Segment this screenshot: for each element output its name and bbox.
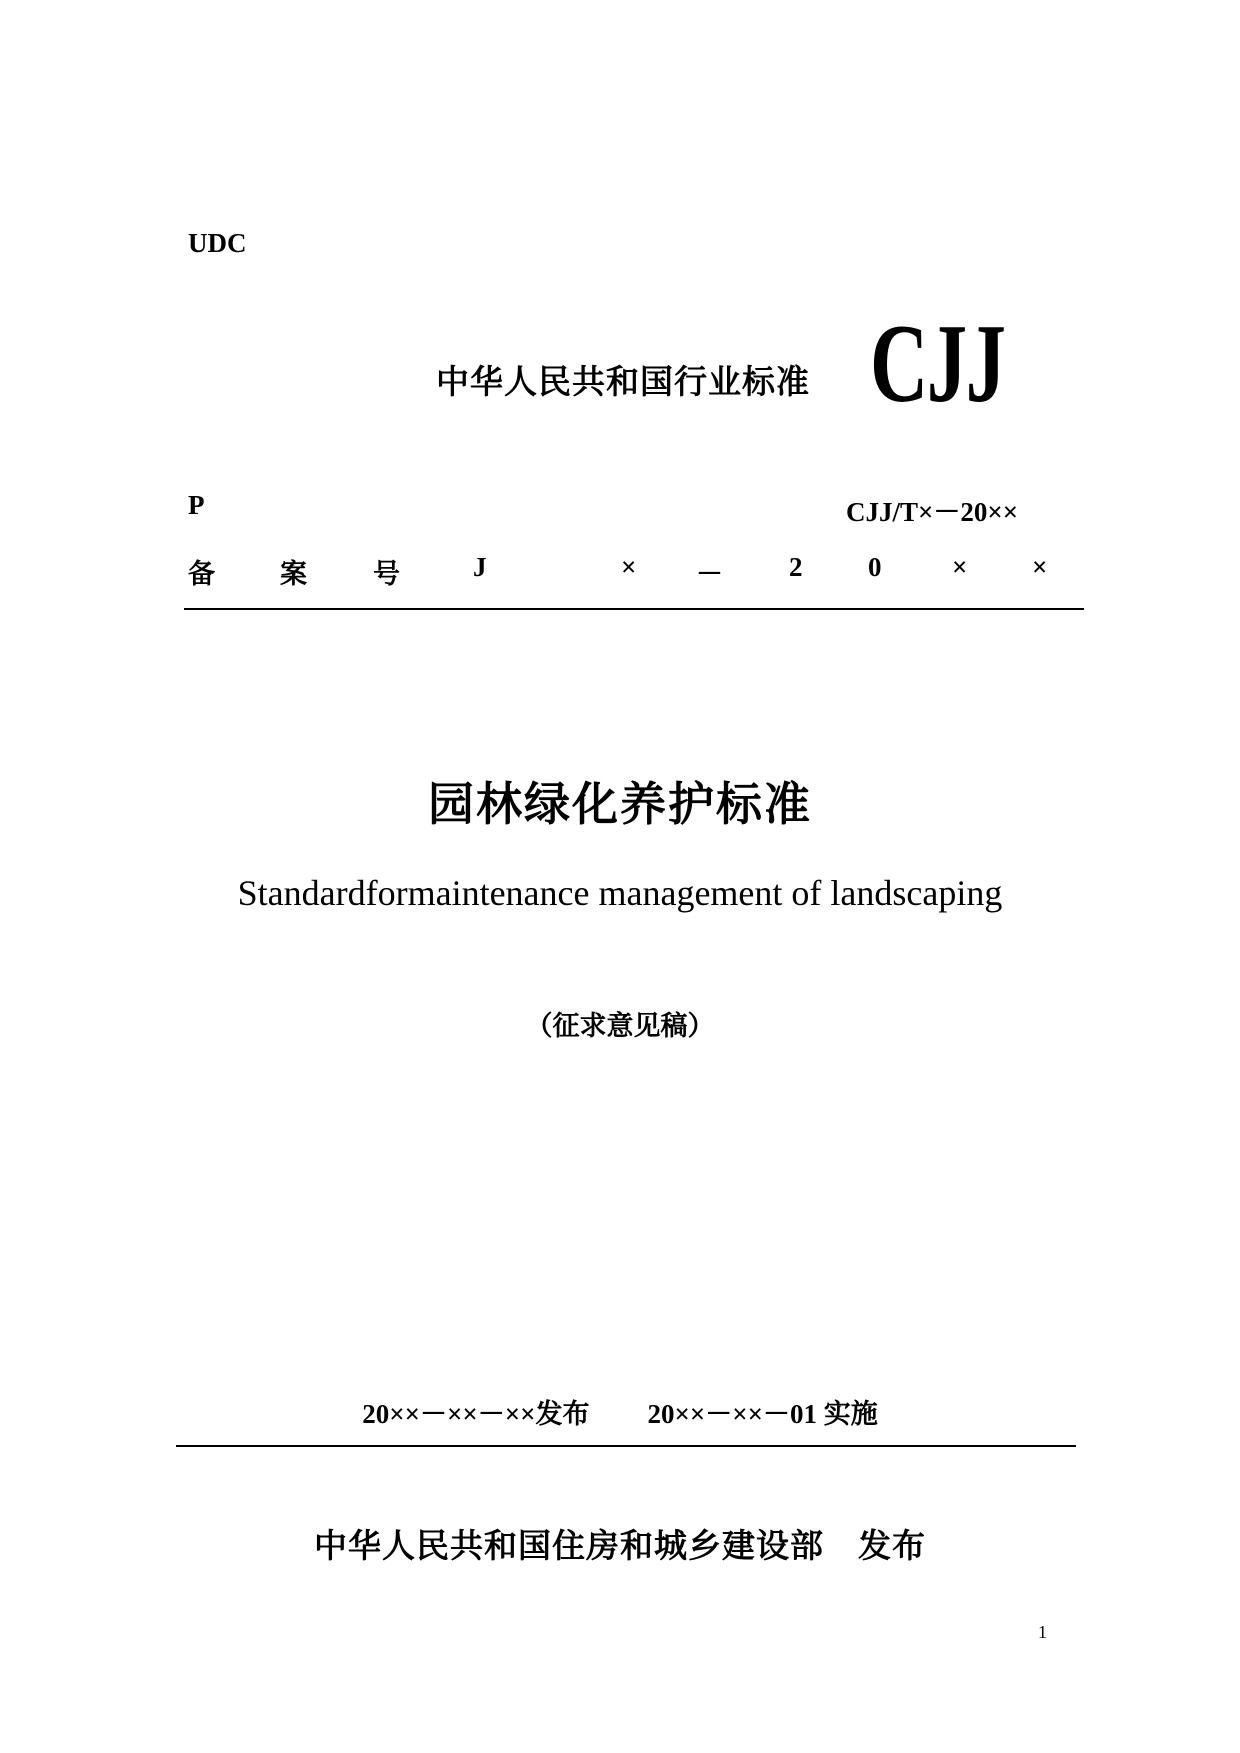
- page-number: 1: [1038, 1622, 1047, 1642]
- industry-standard-title: 中华人民共和国行业标准: [436, 362, 810, 401]
- publisher: 中华人民共和国住房和城乡建设部 发布: [314, 1526, 926, 1565]
- document-title-english: Standardformaintenance management of landscaping: [237, 873, 1003, 913]
- cjj-logo: CJJ: [870, 302, 1005, 426]
- record-char: 号: [373, 559, 400, 589]
- record-char: －: [696, 559, 723, 589]
- record-char: ×: [1032, 552, 1048, 582]
- record-number-row: [188, 552, 1050, 592]
- udc-label: UDC: [188, 228, 247, 258]
- record-char: 案: [280, 559, 307, 589]
- document-title: 园林绿化养护标准: [428, 777, 812, 831]
- dates-line: [0, 1392, 1240, 1431]
- record-char: ×: [621, 552, 637, 582]
- implement-date: 20××－××－01 实施: [647, 1399, 878, 1429]
- top-divider: [184, 608, 1084, 610]
- draft-note: （征求意见稿）: [525, 1011, 715, 1042]
- record-char: ×: [952, 552, 968, 582]
- record-char: J: [473, 552, 487, 582]
- standard-number: CJJ/T×－20××: [846, 497, 1019, 527]
- publish-date: 20××－××－××发布: [362, 1399, 590, 1429]
- record-char: 2: [789, 552, 803, 582]
- bottom-divider: [176, 1445, 1076, 1447]
- record-char: 0: [868, 552, 882, 582]
- record-char: 备: [188, 559, 215, 589]
- classification-code: P: [188, 490, 205, 520]
